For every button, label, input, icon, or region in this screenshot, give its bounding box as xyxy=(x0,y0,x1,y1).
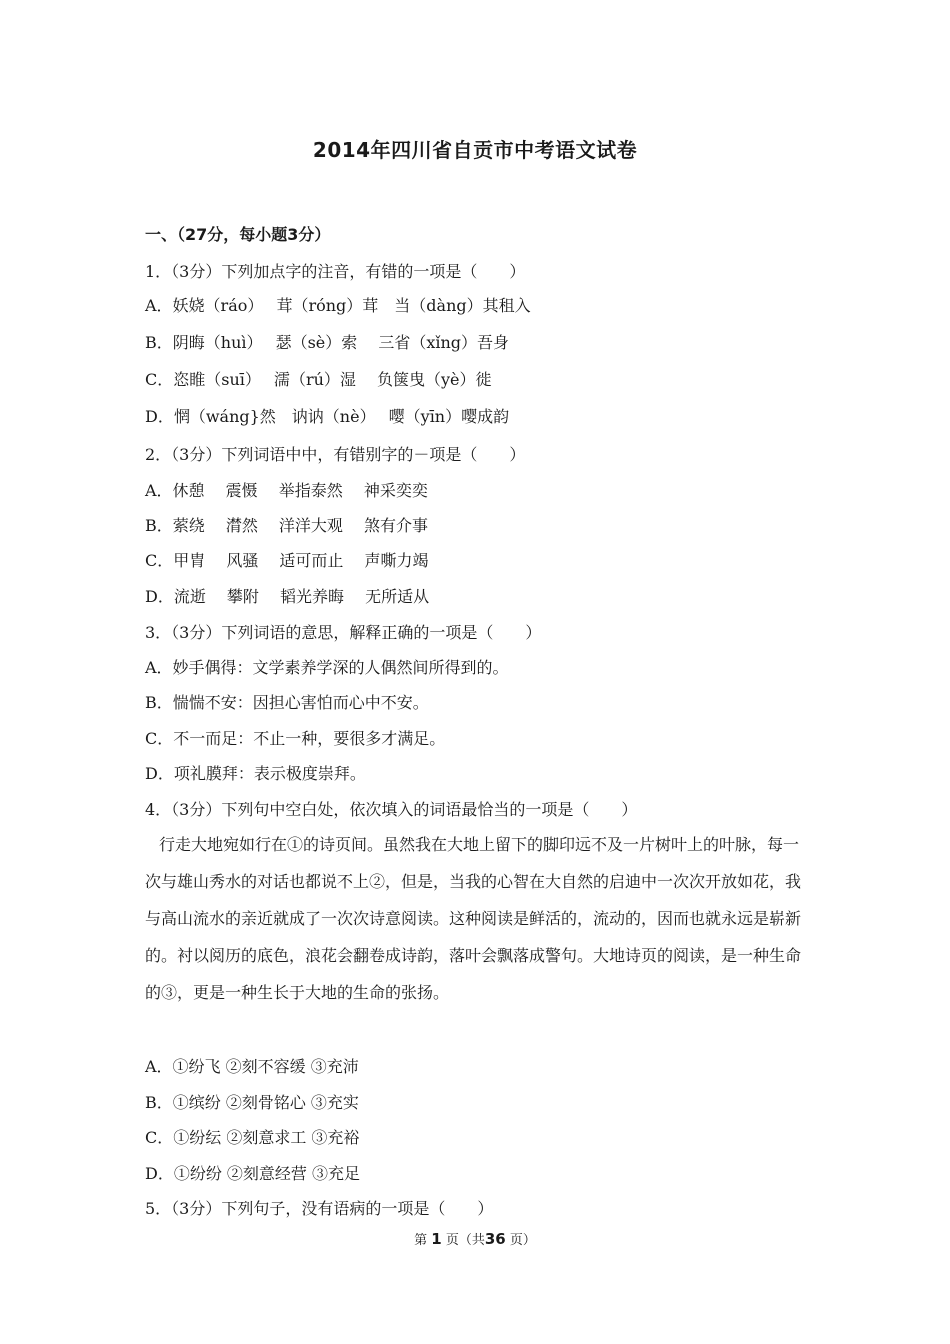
question-3-option-c: C．不一而足：不止一种，要很多才满足。 xyxy=(145,729,446,748)
footer-prefix: 第 xyxy=(414,1233,428,1248)
section-heading: 一、（27分，每小题3分） xyxy=(145,225,331,244)
question-3-stem: 3．（3分）下列词语的意思，解释正确的一项是（ ） xyxy=(145,623,542,642)
question-5-stem: 5．（3分）下列句子，没有语病的一项是（ ） xyxy=(145,1199,494,1218)
question-1-option-a: A．妖娆（ráo） 茸（róng）茸 当（dàng）其租入 xyxy=(145,296,531,315)
footer-total-pages: 36 xyxy=(484,1230,506,1248)
question-4-option-b: B．①缤纷 ②刻骨铭心 ③充实 xyxy=(145,1093,359,1112)
question-4-passage: 行走大地宛如行在①的诗页间。虽然我在大地上留下的脚印远不及一片树叶上的叶脉，每一次与雄山秀水的对话也都说不上②，但是，当我的心智在大自然的启迪中一次次开放如花，我与高山流水的亲近就成了一次次诗意阅读。这种阅读是鲜活的，流动的，因而也就永远是崭新的。衬以阅历的底色，浪花会翻卷成诗韵，落叶会飘落成警句。大地诗页的阅读，是一种生命的③，更是一种生长于大地的生命的张扬。 xyxy=(145,835,802,1002)
question-1-option-b: B．阴晦（huì） 瑟（sè）索 三省（xǐng）吾身 xyxy=(145,333,510,352)
question-2-option-c: C．甲胄 风骚 适可而止 声嘶力竭 xyxy=(145,551,429,570)
question-4-option-a: A．①纷飞 ②刻不容缓 ③充沛 xyxy=(145,1057,359,1076)
footer-suffix: 页） xyxy=(509,1233,536,1248)
question-1-option-d: D．惘（wáng}然 讷讷（nè） 嘤（yīn）嘤成韵 xyxy=(145,407,510,426)
question-3-option-b: B．惴惴不安：因担心害怕而心中不安。 xyxy=(145,693,429,712)
page-title: 2014年四川省自贡市中考语文试卷 xyxy=(312,138,638,162)
question-2-option-b: B．萦绕 潸然 洋洋大观 煞有介事 xyxy=(145,516,429,535)
page-footer xyxy=(0,1229,950,1248)
footer-page-number: 1 xyxy=(431,1230,442,1248)
question-3-option-a: A．妙手偶得：文学素养学深的人偶然间所得到的。 xyxy=(145,658,509,677)
question-4-stem: 4．（3分）下列句中空白处，依次填入的词语最恰当的一项是（ ） xyxy=(145,800,638,819)
question-2-option-a: A．休憩 震慑 举指泰然 神采奕奕 xyxy=(145,481,428,500)
question-3-option-d: D．项礼膜拜：表示极度崇拜。 xyxy=(145,764,366,783)
question-4-option-d: D．①纷纷 ②刻意经营 ③充足 xyxy=(145,1164,361,1183)
question-1-stem: 1．（3分）下列加点字的注音，有错的一项是（ ） xyxy=(145,262,526,281)
question-2-option-d: D．流逝 攀附 韬光养晦 无所适从 xyxy=(145,587,430,606)
question-2-stem: 2．（3分）下列词语中中，有错别字的－项是（ ） xyxy=(145,445,526,464)
footer-middle: 页（共 xyxy=(445,1233,485,1248)
question-4-option-c: C．①纷纭 ②刻意求工 ③充裕 xyxy=(145,1128,360,1147)
question-1-option-c: C．恣睢（suī） 濡（rú）湿 负箧曳（yè）徙 xyxy=(145,370,492,389)
